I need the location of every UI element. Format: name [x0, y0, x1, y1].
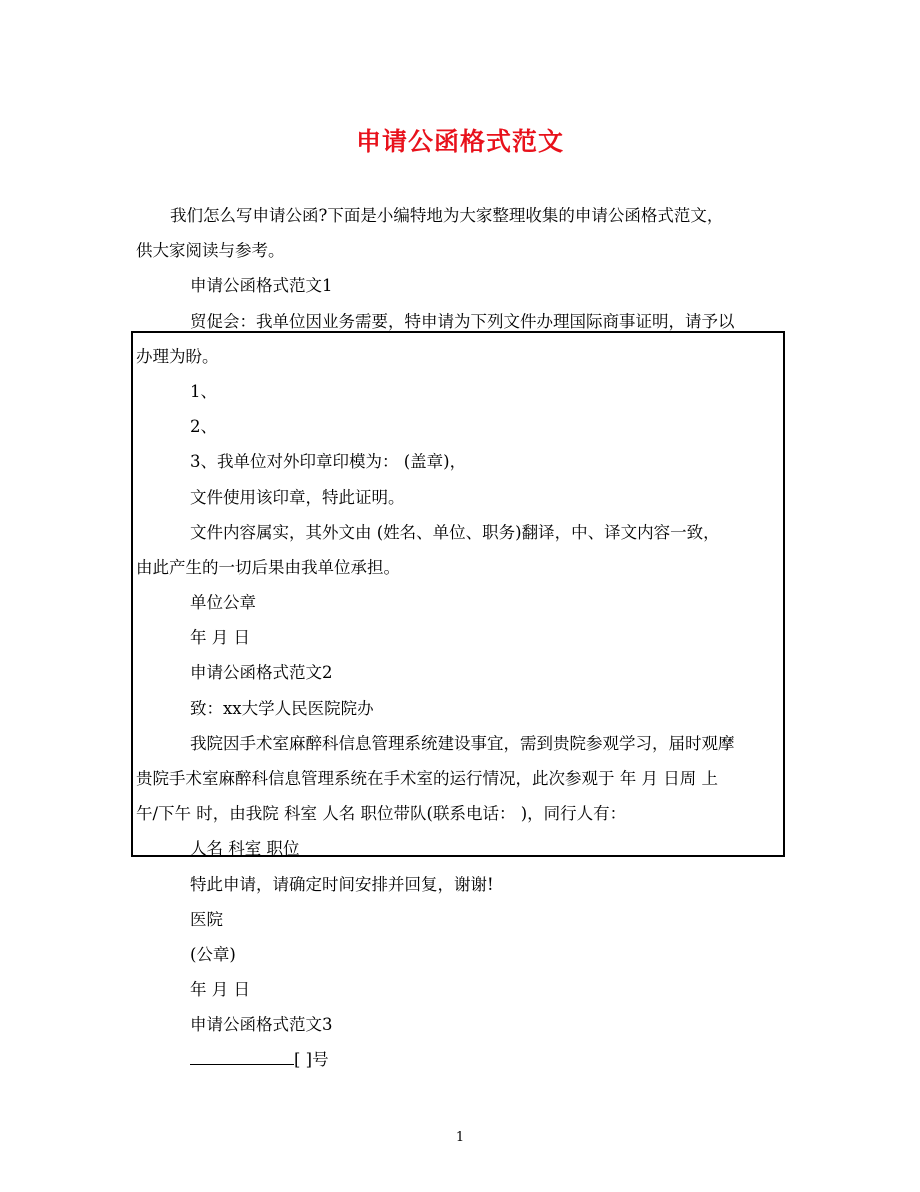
sample1-seal: 单位公章 — [190, 593, 256, 612]
intro-paragraph-line-1: 我们怎么写申请公函?下面是小编特地为大家整理收集的申请公函格式范文， — [170, 206, 724, 225]
sample2-organization: 医院 — [190, 910, 223, 929]
sample2-seal: (公章) — [190, 945, 236, 964]
sample1-item-3: 3、我单位对外印章印模为： (盖章)， — [190, 452, 467, 471]
sample1-item-2: 2、 — [190, 417, 217, 436]
sample2-body-line-2: 贵院手术室麻醉科信息管理系统在手术室的运行情况，此次参观于 年 月 日周 上 — [136, 769, 718, 788]
sample1-heading: 申请公函格式范文1 — [190, 276, 333, 295]
sample1-translation-line-1: 文件内容属实，其外文由 (姓名、单位、职务)翻译，中、译文内容一致， — [190, 523, 720, 542]
sample1-translation-line-2: 由此产生的一切后果由我单位承担。 — [136, 558, 400, 577]
number-suffix: [ ]号 — [294, 1050, 329, 1069]
number-blank — [190, 1050, 294, 1065]
sample3-heading: 申请公函格式范文3 — [190, 1015, 333, 1034]
sample2-heading: 申请公函格式范文2 — [190, 663, 333, 682]
intro-paragraph-line-2: 供大家阅读与参考。 — [136, 241, 285, 260]
sample1-date: 年 月 日 — [190, 628, 250, 647]
sample2-members: 人名 科室 职位 — [190, 839, 300, 858]
page-number: 1 — [455, 1130, 465, 1145]
sample1-line-2: 办理为盼。 — [136, 347, 219, 366]
sample2-date: 年 月 日 — [190, 980, 250, 999]
sample3-number-line — [190, 1049, 329, 1071]
sample2-body-line-1: 我院因手术室麻醉科信息管理系统建设事宜，需到贵院参观学习，届时观摩 — [190, 734, 735, 753]
sample1-item-1: 1、 — [190, 382, 217, 401]
sample1-certification: 文件使用该印章，特此证明。 — [190, 488, 405, 507]
sample2-body-line-3: 午/下午 时，由我院 科室 人名 职位带队(联系电话： )，同行人有： — [136, 804, 627, 823]
sample2-recipient: 致：xx大学人民医院院办 — [190, 699, 374, 718]
sample2-closing: 特此申请，请确定时间安排并回复，谢谢! — [190, 875, 494, 894]
document-title: 申请公函格式范文 — [355, 127, 564, 156]
sample1-line-1: 贸促会：我单位因业务需要，特申请为下列文件办理国际商事证明，请予以 — [190, 312, 735, 331]
